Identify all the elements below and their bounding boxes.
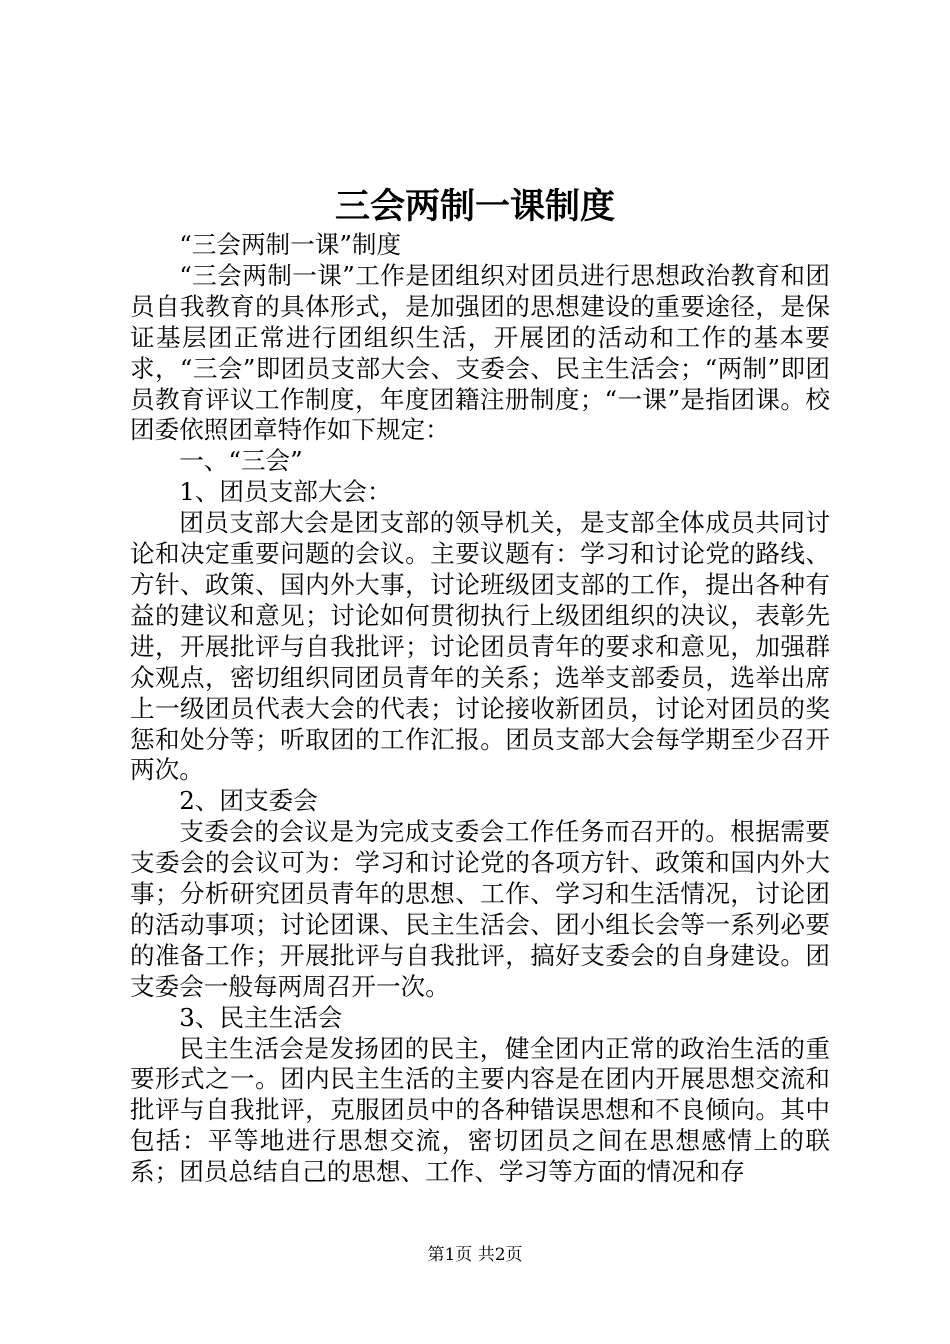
subsection-heading: 1、团员支部大会： xyxy=(179,477,392,507)
document-body xyxy=(130,230,830,1188)
page-footer: 第1页 共2页 xyxy=(427,1245,523,1265)
subsection-heading: 2、团支委会 xyxy=(179,786,318,816)
intro-paragraph: “三会两制一课”工作是团组织对团员进行思想政治教育和团员自我教育的具体形式，是加强团的思想建设的重要途径，是保证基层团正常进行团组织生活，开展团的活动和工作的基本要求，“三会”即团员支部大会、支委会、民主生活会；“两制”即团员教育评议工作制度，年度团籍注册制度；“一课”是指团课。校团委依照团章特作如下规定： xyxy=(130,260,830,445)
subsection-heading: 3、民主生活会 xyxy=(179,1002,343,1032)
section-heading: 一、“三会” xyxy=(179,446,303,476)
subtitle-paragraph: “三会两制一课”制度 xyxy=(179,230,402,259)
document-title: 三会两制一课制度 xyxy=(334,186,615,227)
body-paragraph: 支委会的会议是为完成支委会工作任务而召开的。根据需要支委会的会议可为：学习和讨论党的各项方针、政策和国内外大事；分析研究团员青年的思想、工作、学习和生活情况，讨论团的活动事项；讨论团课、民主生活会、团小组长会等一系列必要的准备工作；开展批评与自我批评，搞好支委会的自身建设。团支委会一般每两周召开一次。 xyxy=(130,817,830,1001)
body-paragraph: 团员支部大会是团支部的领导机关，是支部全体成员共同讨论和决定重要问题的会议。主要议题有：学习和讨论党的路线、方针、政策、国内外大事，讨论班级团支部的工作，提出各种有益的建议和意见；讨论如何贯彻执行上级团组织的决议，表彰先进，开展批评与自我批评；讨论团员青年的要求和意见，加强群众观点，密切组织同团员青年的关系；选举支部委员，选举出席上一级团员代表大会的代表；讨论接收新团员，讨论对团员的奖惩和处分等；听取团的工作汇报。团员支部大会每学期至少召开两次。 xyxy=(130,508,830,785)
body-paragraph: 民主生活会是发扬团的民主，健全团内正常的政治生活的重要形式之一。团内民主生活的主要内容是在团内开展思想交流和批评与自我批评，克服团员中的各种错误思想和不良倾向。其中包括：平等地进行思想交流，密切团员之间在思想感情上的联系；团员总结自己的思想、工作、学习等方面的情况和存 xyxy=(130,1033,830,1187)
